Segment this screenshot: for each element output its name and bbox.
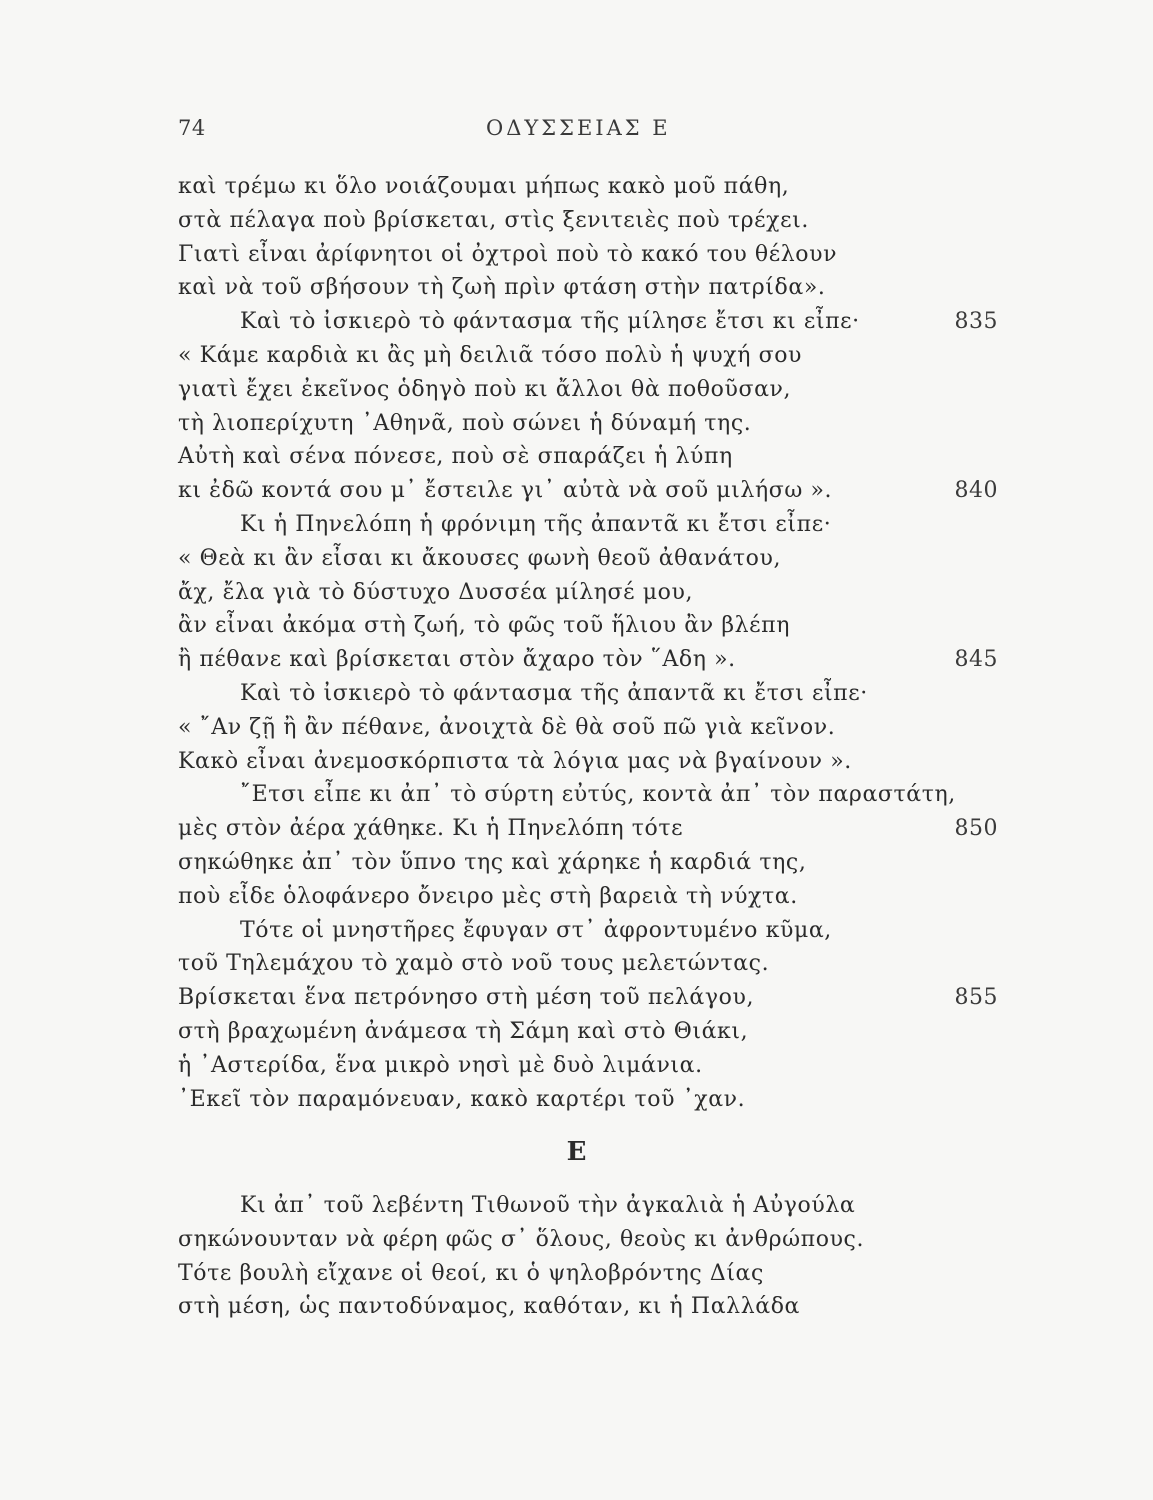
verse-line: [178, 305, 998, 339]
verse-text: κι ἐδῶ κοντά σου μ᾿ ἔστειλε γι᾿ αὐτὰ νὰ σοῦ μιλήσω ».: [178, 478, 833, 504]
verse-line: [178, 778, 998, 812]
verse-line: [178, 170, 998, 204]
verse-line: [178, 440, 998, 474]
verse-text: γιατὶ ἔχει ἐκεῖνος ὁδηγὸ ποὺ κι ἄλλοι θὰ ποθοῦσαν,: [178, 376, 792, 402]
verse-text: ἡ ᾿Αστερίδα, ἕνα μικρὸ νησὶ μὲ δυὸ λιμάνια.: [178, 1052, 703, 1078]
page-number: 74: [178, 116, 206, 140]
verse-text: στὰ πέλαγα ποὺ βρίσκεται, στὶς ξενιτειὲς ποὺ τρέχει.: [178, 207, 809, 233]
verse-text: σηκώθηκε ἀπ᾿ τὸν ὕπνο της καὶ χάρηκε ἡ καρδιά της,: [178, 850, 807, 875]
verse-text: « Θεὰ κι ἂν εἶσαι κι ἄκουσες φωνὴ θεοῦ ἀθανάτου,: [178, 545, 782, 571]
verse-line: [178, 542, 998, 576]
verse-text: « Κάμε καρδιὰ κι ἂς μὴ δειλιᾶ τόσο πολὺ ἡ ψυχή σου: [178, 343, 803, 368]
line-number: 845: [954, 647, 998, 673]
verse-line: [178, 1290, 998, 1324]
verse-line: [178, 880, 998, 914]
verse-line: [178, 981, 998, 1015]
verse-line: [178, 947, 998, 981]
line-number: 850: [954, 816, 998, 842]
verse-text: « ῎Αν ζῇ ἢ ἂν πέθανε, ἀνοιχτὰ δὲ θὰ σοῦ πῶ γιὰ κεῖνον.: [178, 714, 836, 740]
verse-text: Τότε βουλὴ εἴχανε οἱ θεοί, κι ὁ ψηλοβρόντης Δίας: [178, 1260, 764, 1286]
verse-text: Κι ἡ Πηνελόπη ἡ φρόνιμη τῆς ἀπαντᾶ κι ἔτσι εἶπε·: [240, 512, 832, 537]
verse-line: [178, 508, 998, 542]
verse-text: στὴ βραχωμένη ἀνάμεσα τὴ Σάμη καὶ στὸ Θιάκι,: [178, 1019, 749, 1044]
verse-line: [178, 407, 998, 441]
verse-text: Γιατὶ εἶναι ἀρίφνητοι οἱ ὀχτροὶ ποὺ τὸ κακό του θέλουν: [178, 241, 838, 267]
line-number: 835: [954, 309, 998, 335]
verse-line: [178, 474, 998, 508]
verse-line: [178, 1257, 998, 1291]
verse-line: [178, 576, 998, 610]
verse-text: Καὶ τὸ ἰσκιερὸ τὸ φάντασμα τῆς μίλησε ἔτσι κι εἶπε·: [240, 309, 860, 335]
verse-line: [178, 711, 998, 745]
verse-text: καὶ νὰ τοῦ σβήσουν τὴ ζωὴ πρὶν φτάση στὴν πατρίδα».: [178, 275, 826, 301]
line-number: 840: [954, 478, 998, 504]
verse-line: [178, 1015, 998, 1049]
verse-line: [178, 204, 998, 238]
verse-text: καὶ τρέμω κι ὅλο νοιάζουμαι μήπως κακὸ μοῦ πάθη,: [178, 174, 790, 199]
verse-text: ῎Ετσι εἶπε κι ἀπ᾿ τὸ σύρτη εὐτύς, κοντὰ ἀπ᾿ τὸν παραστάτη,: [240, 782, 956, 808]
verse-line: [178, 1083, 998, 1117]
verse-text: ἄχ, ἔλα γιὰ τὸ δύστυχο Δυσσέα μίλησέ μου,: [178, 579, 694, 605]
verse-text: ἂν εἶναι ἀκόμα στὴ ζωή, τὸ φῶς τοῦ ἥλιου ἂν βλέπη: [178, 613, 791, 639]
verse-line: [178, 609, 998, 643]
verse-line: [178, 846, 998, 880]
verse-text: Κι ἀπ᾿ τοῦ λεβέντη Τιθωνοῦ τὴν ἀγκαλιὰ ἡ Αὐγούλα: [240, 1193, 856, 1218]
verse-text: σηκώνουνταν νὰ φέρη φῶς σ᾿ ὅλους, θεοὺς κι ἀνθρώπους.: [178, 1226, 865, 1252]
verse-text: ἢ πέθανε καὶ βρίσκεται στὸν ἄχαρο τὸν ῞Αδη ».: [178, 647, 736, 673]
verse-text: Κακὸ εἶναι ἀνεμοσκόρπιστα τὰ λόγια μας νὰ βγαίνουν ».: [178, 748, 852, 774]
verse-line: [178, 1189, 998, 1223]
verse-line: [178, 271, 998, 305]
verse-text: Καὶ τὸ ἰσκιερὸ τὸ φάντασμα τῆς ἀπαντᾶ κι ἔτσι εἶπε·: [240, 681, 868, 706]
verse-text: τὴ λιοπερίχυτη ᾿Αθηνᾶ, ποὺ σώνει ἡ δύναμή της.: [178, 410, 752, 436]
verse-text: ᾿Εκεῖ τὸν παραμόνευαν, κακὸ καρτέρι τοῦ ᾿χαν.: [178, 1086, 746, 1112]
running-title: ΟΔΥΣΣΕΙΑΣ Ε: [486, 116, 671, 140]
verse-line: [178, 812, 998, 846]
verse-line: [178, 745, 998, 779]
verse-line: [178, 914, 998, 948]
verse-text: Βρίσκεται ἕνα πετρόνησο στὴ μέση τοῦ πελάγου,: [178, 985, 755, 1011]
verse-line: [178, 238, 998, 272]
verse-text: μὲς στὸν ἀέρα χάθηκε. Κι ἡ Πηνελόπη τότε: [178, 816, 684, 842]
verse-text: Τότε οἱ μνηστῆρες ἔφυγαν στ᾿ ἀφροντυμένο κῦμα,: [240, 917, 832, 943]
page-header: [0, 116, 1153, 146]
verse-line: [178, 677, 998, 711]
verse-line: [178, 1049, 998, 1083]
verse-text: ποὺ εἶδε ὁλοφάνερο ὄνειρο μὲς στὴ βαρειὰ τὴ νύχτα.: [178, 883, 798, 909]
verse-line: [178, 373, 998, 407]
verse-text: τοῦ Τηλεμάχου τὸ χαμὸ στὸ νοῦ τους μελετώντας.: [178, 951, 770, 977]
verse-text: Αὐτὴ καὶ σένα πόνεσε, ποὺ σὲ σπαράζει ἡ λύπη: [178, 444, 733, 470]
section-heading: Ε: [566, 1137, 587, 1167]
line-number: 855: [954, 985, 998, 1011]
verse-line: [178, 339, 998, 373]
verse-line: [178, 1223, 998, 1257]
verse-line: [178, 643, 998, 677]
verse-text: στὴ μέση, ὡς παντοδύναμος, καθόταν, κι ἡ Παλλάδα: [178, 1294, 801, 1320]
